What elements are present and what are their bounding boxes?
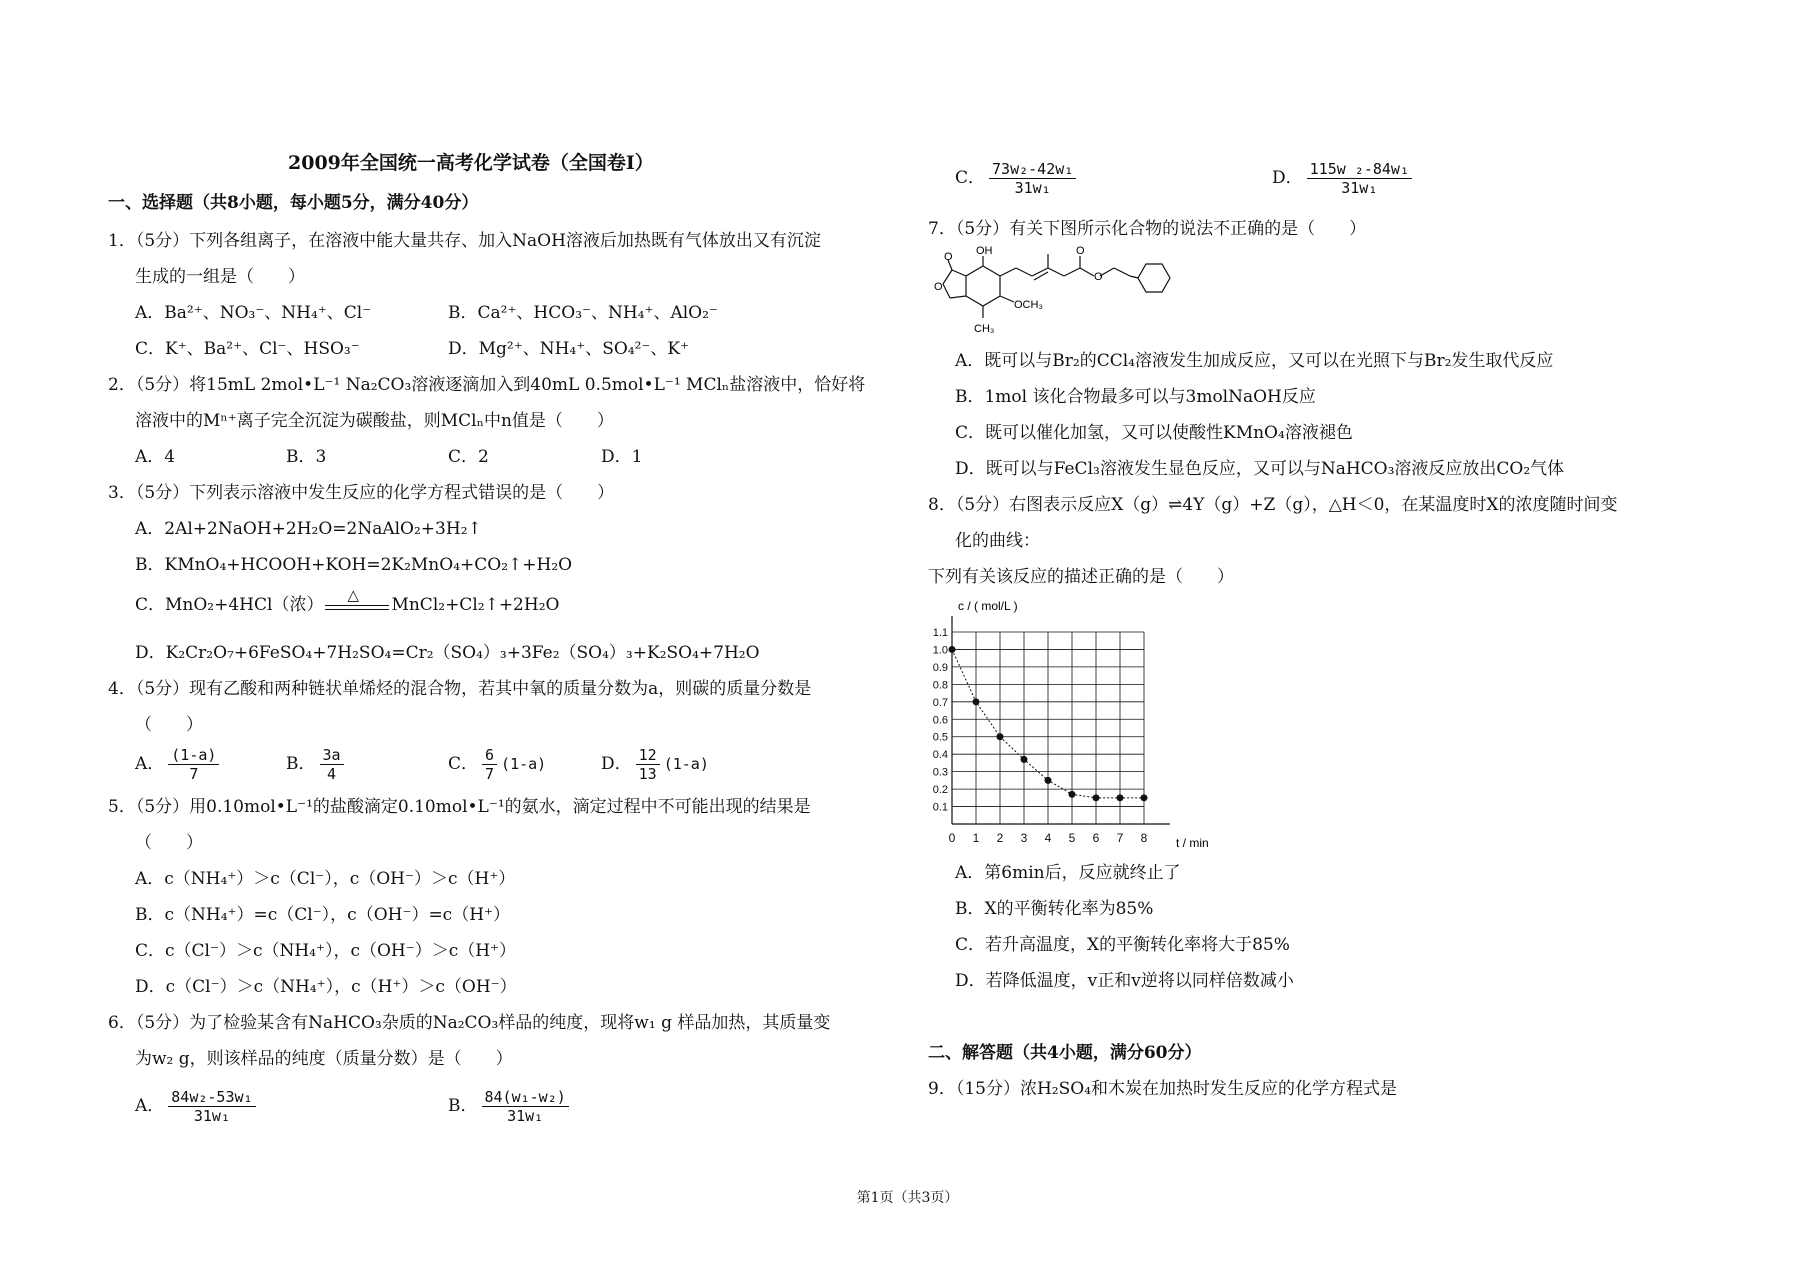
x-tick-label: 4 (1044, 831, 1052, 845)
y-tick-label: 0.5 (932, 731, 948, 744)
numerator: 115w ₂-84w₁ (1307, 160, 1412, 179)
section-heading-choice: 一、选择题（共8小题，每小题5分，满分40分） (108, 193, 479, 213)
option-b[interactable]: B．3 (286, 447, 327, 467)
denominator: 13 (638, 765, 657, 783)
y-tick-label: 0.9 (932, 661, 948, 674)
y-tick-label: 1.0 (932, 644, 948, 657)
option-b[interactable]: B．X的平衡转化率为85% (955, 899, 1154, 919)
option-label: C． (448, 754, 479, 774)
option-label: B． (286, 754, 316, 774)
numerator: 12 (636, 746, 660, 765)
denominator: 4 (327, 765, 337, 783)
x-tick-labels (949, 831, 1148, 845)
option-d[interactable]: D．1 (601, 447, 643, 467)
option-a[interactable]: A．既可以与Br₂的CCl₄溶液发生加成反应，又可以在光照下与Br₂发生取代反应 (955, 351, 1554, 371)
question-stem: 6．（5分）为了检验某含有NaHCO₃杂质的Na₂CO₃样品的纯度，现将w₁ g 样品加热，其质量变 (108, 1013, 831, 1033)
y-tick-label: 0.7 (932, 696, 948, 709)
question-stem: 3．（5分）下列表示溶液中发生反应的化学方程式错误的是（ ） (108, 483, 615, 503)
denominator: 31w₁ (1341, 179, 1378, 197)
data-point (973, 698, 980, 705)
x-tick-label: 2 (996, 831, 1004, 845)
fraction (320, 746, 344, 783)
x-tick-label: 0 (948, 831, 956, 845)
numerator: 73w₂-42w₁ (989, 160, 1076, 179)
question-stem: 5．（5分）用0.10mol•L⁻¹的盐酸滴定0.10mol•L⁻¹的氨水，滴定过程中不可能出现的结果是 (108, 797, 811, 817)
data-point (949, 646, 956, 653)
option-c-right: MnCl₂+Cl₂↑+2H₂O (391, 595, 560, 615)
chart-axes (952, 616, 1170, 824)
option-b[interactable] (286, 746, 348, 783)
option-c[interactable] (135, 585, 560, 616)
factor: (1-a) (663, 755, 709, 773)
data-point (1093, 794, 1100, 801)
y-tick-label: 0.2 (932, 784, 948, 797)
option-d[interactable] (1272, 160, 1416, 197)
concentration-time-chart (928, 596, 1218, 856)
question-stem: 1．（5分）下列各组离子，在溶液中能大量共存、加入NaOH溶液后加热既有气体放出又有沉淀 (108, 231, 821, 251)
option-label: A． (135, 1096, 165, 1116)
data-point (997, 733, 1004, 740)
fraction (168, 1088, 255, 1125)
option-c[interactable]: C．既可以催化加氢，又可以使酸性KMnO₄溶液褪色 (955, 423, 1353, 443)
question-stem: 7．（5分）有关下图所示化合物的说法不正确的是（ ） (928, 219, 1367, 239)
option-b[interactable] (448, 1088, 573, 1125)
label-oh: OH (976, 246, 993, 257)
structure-diagram (928, 246, 1208, 346)
y-tick-labels (933, 627, 948, 814)
data-point (1021, 756, 1028, 763)
y-axis-label: c / ( mol/L ) (958, 599, 1018, 613)
option-c[interactable] (955, 160, 1080, 197)
option-c[interactable] (448, 746, 546, 783)
fraction (636, 746, 660, 783)
question-stem: （ ） (135, 833, 203, 853)
y-tick-label: 0.1 (932, 801, 948, 814)
option-label: C． (955, 168, 986, 188)
x-tick-label: 5 (1068, 831, 1076, 845)
factor: (1-a) (501, 755, 547, 773)
section-heading-answer: 二、解答题（共4小题，满分60分） (928, 1043, 1202, 1063)
option-a[interactable]: A．第6min后，反应就终止了 (955, 863, 1181, 883)
question-stem: 生成的一组是（ ） (135, 267, 305, 287)
option-d[interactable]: D．Mg²⁺、NH₄⁺、SO₄²⁻、K⁺ (448, 339, 690, 359)
data-point (1117, 794, 1124, 801)
option-c[interactable]: C．若升高温度，X的平衡转化率将大于85% (955, 935, 1290, 955)
label-ch3: CH₃ (974, 323, 995, 335)
data-point (1069, 791, 1076, 798)
option-b[interactable]: B．KMnO₄+HCOOH+KOH=2K₂MnO₄+CO₂↑+H₂O (135, 555, 573, 575)
denominator: 31w₁ (193, 1107, 230, 1125)
y-tick-label: 1.1 (932, 627, 948, 639)
option-d[interactable]: D．K₂Cr₂O₇+6FeSO₄+7H₂SO₄=Cr₂（SO₄）₃+3Fe₂（SO₄）₃+K₂SO₄+7H₂O (135, 643, 760, 663)
option-b[interactable]: B．c（NH₄⁺）=c（Cl⁻），c（OH⁻）=c（H⁺） (135, 905, 511, 925)
option-label: B． (448, 1096, 478, 1116)
numerator: 84w₂-53w₁ (168, 1088, 255, 1107)
option-a[interactable]: A．2Al+2NaOH+2H₂O=2NaAlO₂+3H₂↑ (135, 519, 482, 539)
question-stem: （ ） (135, 715, 203, 735)
label-o-ester: O (1094, 271, 1103, 283)
option-c[interactable]: C．K⁺、Ba²⁺、Cl⁻、HSO₃⁻ (135, 339, 360, 359)
option-a[interactable] (135, 746, 223, 783)
option-d[interactable]: D．既可以与FeCl₃溶液发生显色反应，又可以与NaHCO₃溶液反应放出CO₂气体 (955, 459, 1565, 479)
numerator: 6 (482, 746, 497, 765)
heat-symbol: △ (347, 585, 359, 604)
x-tick-label: 1 (972, 831, 980, 845)
y-tick-label: 0.3 (932, 766, 948, 779)
option-label: D． (1272, 168, 1303, 188)
x-tick-label: 7 (1116, 831, 1124, 845)
option-d[interactable] (601, 746, 709, 783)
denominator: 7 (189, 765, 199, 783)
numerator: 3a (320, 746, 344, 765)
fraction (168, 746, 219, 783)
option-a[interactable] (135, 1088, 260, 1125)
option-a[interactable]: A．Ba²⁺、NO₃⁻、NH₄⁺、Cl⁻ (135, 303, 372, 323)
denominator: 31w₁ (1014, 179, 1051, 197)
question-9-stem: 9．（15分）浓H₂SO₄和木炭在加热时发生反应的化学方程式是 (928, 1079, 1397, 1099)
denominator: 7 (485, 765, 495, 783)
label-o-ester-carbonyl: O (1076, 246, 1085, 257)
question-stem: 化的曲线： (955, 531, 1040, 551)
option-b[interactable]: B．1mol 该化合物最多可以与3molNaOH反应 (955, 387, 1316, 407)
fraction (482, 1088, 569, 1125)
fraction (989, 160, 1076, 197)
data-point (1045, 777, 1052, 784)
x-tick-label: 3 (1020, 831, 1028, 845)
denominator: 31w₁ (507, 1107, 544, 1125)
chart-grid (952, 632, 1144, 824)
option-label: A． (135, 754, 165, 774)
option-a[interactable]: A．4 (135, 447, 176, 467)
question-stem: 8．（5分）右图表示反应X（g）⇌4Y（g）+Z（g），△H＜0，在某温度时X的浓度随时间变 (928, 495, 1618, 515)
y-tick-label: 0.6 (932, 714, 948, 727)
label-o-carbonyl: O (944, 251, 953, 263)
question-stem: 2．（5分）将15mL 2mol•L⁻¹ Na₂CO₃溶液逐滴加入到40mL 0.5mol•L⁻¹ MClₙ盐溶液中，恰好将 (108, 375, 866, 395)
option-label: D． (601, 754, 632, 774)
y-tick-label: 0.8 (932, 679, 948, 692)
option-c[interactable]: C．c（Cl⁻）＞c（NH₄⁺），c（OH⁻）＞c（H⁺） (135, 941, 517, 961)
option-d[interactable]: D．若降低温度，v正和v逆将以同样倍数减小 (955, 971, 1294, 991)
fraction (1307, 160, 1412, 197)
page-title: 2009年全国统一高考化学试卷（全国卷I） (288, 152, 654, 174)
x-axis-label: t / min (1176, 836, 1209, 850)
question-stem: 为w₂ g，则该样品的纯度（质量分数）是（ ） (135, 1049, 513, 1069)
x-tick-label: 6 (1092, 831, 1100, 845)
option-c-left: C．MnO₂+4HCl（浓） (135, 595, 324, 615)
numerator: 84(w₁-w₂) (482, 1088, 569, 1107)
numerator: (1-a) (168, 746, 219, 765)
label-o-ring: O (934, 281, 943, 293)
page-footer: 第1页（共3页） (856, 1190, 959, 1206)
reaction-condition-arrow (323, 585, 391, 616)
question-stem: 4．（5分）现有乙酸和两种链状单烯烃的混合物，若其中氧的质量分数为a，则碳的质量分数是 (108, 679, 812, 699)
label-och3: OCH₃ (1014, 299, 1043, 311)
option-b[interactable]: B．Ca²⁺、HCO₃⁻、NH₄⁺、AlO₂⁻ (448, 303, 718, 323)
option-c[interactable]: C．2 (448, 447, 489, 467)
option-d[interactable]: D．c（Cl⁻）＞c（NH₄⁺），c（H⁺）＞c（OH⁻） (135, 977, 517, 997)
fraction (482, 746, 497, 783)
question-stem: 溶液中的Mⁿ⁺离子完全沉淀为碳酸盐，则MClₙ中n值是（ ） (135, 411, 614, 431)
option-a[interactable]: A．c（NH₄⁺）＞c（Cl⁻），c（OH⁻）＞c（H⁺） (135, 869, 516, 889)
question-stem: 下列有关该反应的描述正确的是（ ） (928, 567, 1234, 587)
data-point (1141, 794, 1148, 801)
y-tick-label: 0.4 (932, 749, 948, 762)
x-tick-label: 8 (1140, 831, 1148, 845)
